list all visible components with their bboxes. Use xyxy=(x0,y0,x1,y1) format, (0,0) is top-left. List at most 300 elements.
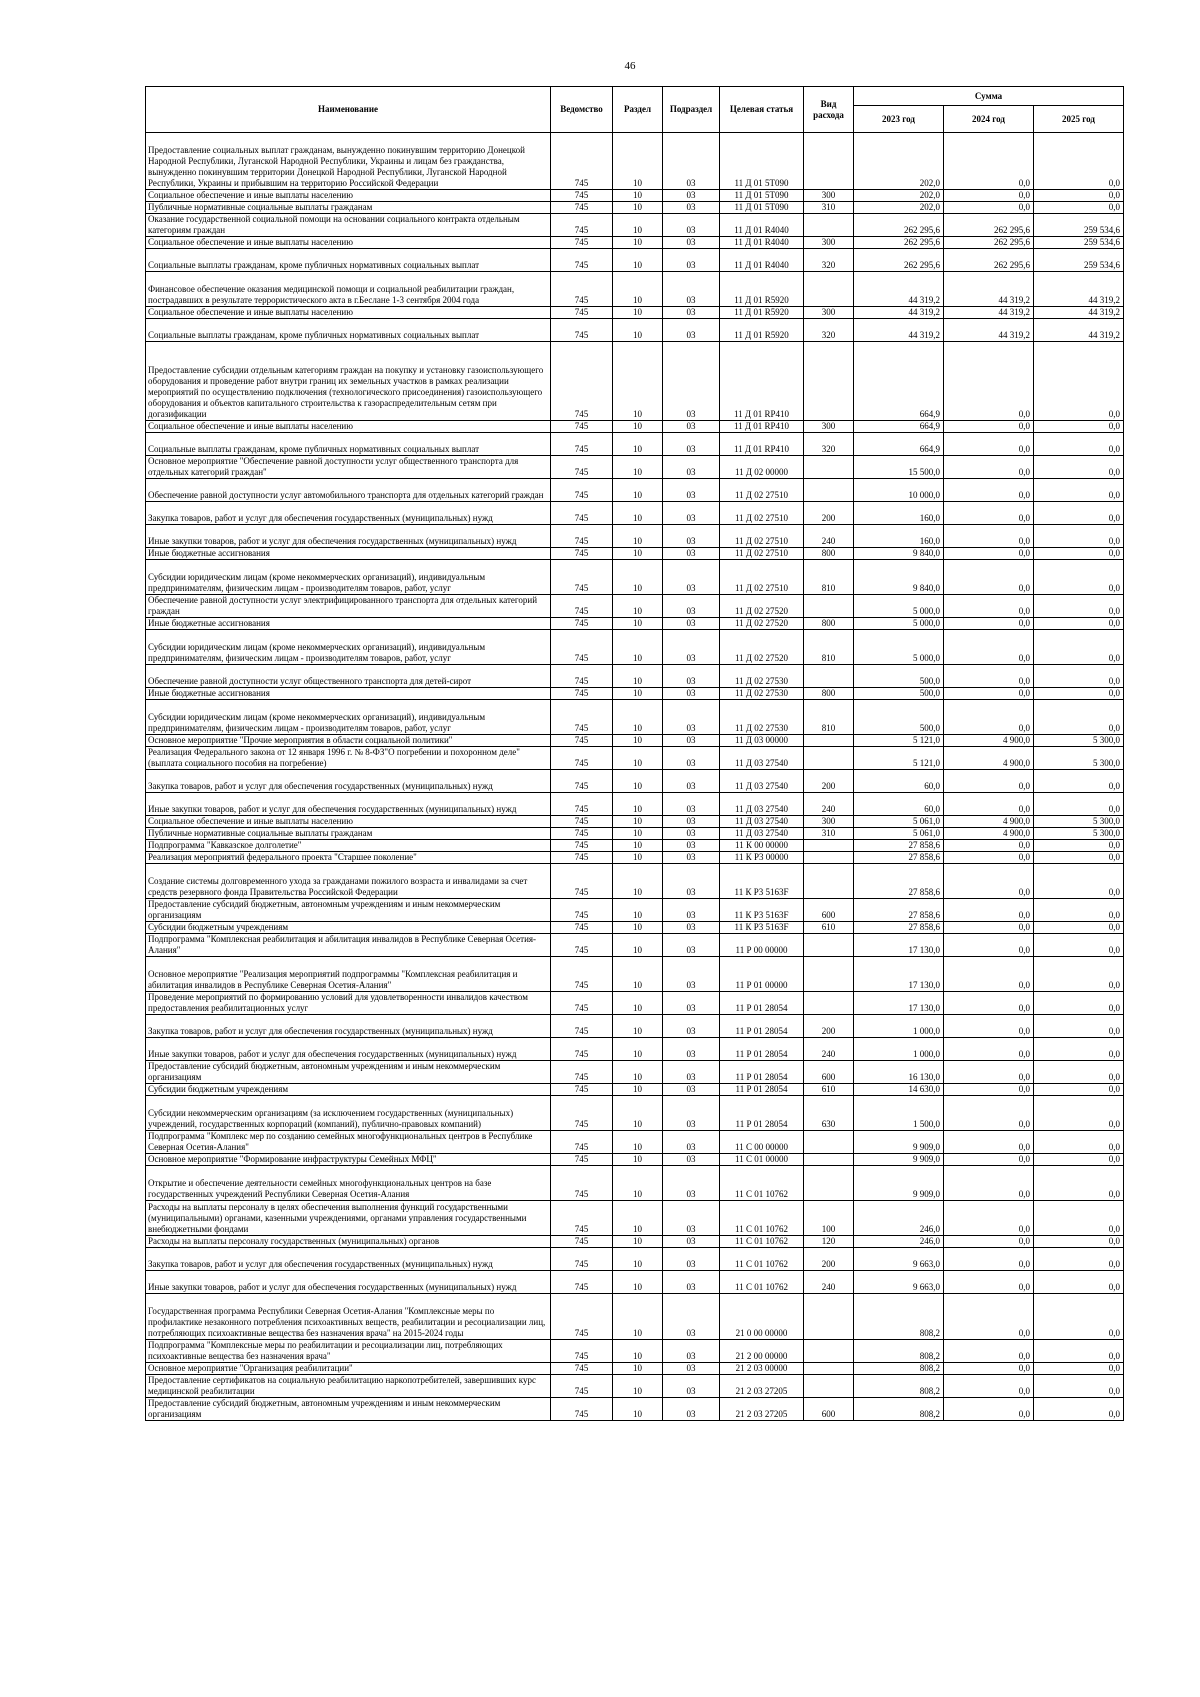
row-section-cell: 10 xyxy=(613,934,663,957)
row-subsection-cell: 03 xyxy=(663,630,720,665)
row-dept-cell: 745 xyxy=(551,828,613,840)
row-section-cell: 10 xyxy=(613,525,663,548)
row-name-cell: Иные бюджетные ассигнования xyxy=(146,688,551,700)
row-name-cell: Иные закупки товаров, работ и услуг для обеспечения государственных (муниципальных) нужд xyxy=(146,1271,551,1294)
row-target-cell: 11 Д 02 27510 xyxy=(720,560,804,595)
table-row xyxy=(146,828,1124,840)
row-name-cell: Социальное обеспечение и иные выплаты населению xyxy=(146,237,551,249)
table-row xyxy=(146,618,1124,630)
row-section-cell: 10 xyxy=(613,828,663,840)
row-expense-cell: 240 xyxy=(804,793,854,816)
row-name-cell: Предоставление сертификатов на социальную реабилитацию наркопотребителей, завершивших курс медицинской реабилитации xyxy=(146,1375,551,1398)
row-expense-cell xyxy=(804,342,854,421)
row-expense-cell: 310 xyxy=(804,828,854,840)
row-section-cell: 10 xyxy=(613,249,663,272)
row-section-cell: 10 xyxy=(613,479,663,502)
table-row xyxy=(146,249,1124,272)
row-section-cell: 10 xyxy=(613,421,663,433)
row-sum-2025-cell: 0,0 xyxy=(1034,864,1124,899)
row-expense-cell: 300 xyxy=(804,421,854,433)
row-sum-2025-cell: 0,0 xyxy=(1034,1201,1124,1236)
row-name-cell: Субсидии юридическим лицам (кроме некоммерческих организаций), индивидуальным предпринимателям, физическим лицам - производителям товаров, работ, услуг xyxy=(146,630,551,665)
row-expense-cell: 200 xyxy=(804,1248,854,1271)
row-target-cell: 11 Р 01 28054 xyxy=(720,1084,804,1096)
row-name-cell: Социальное обеспечение и иные выплаты населению xyxy=(146,421,551,433)
row-subsection-cell: 03 xyxy=(663,421,720,433)
row-target-cell: 11 Д 01 RР410 xyxy=(720,342,804,421)
row-sum-2024-cell: 0,0 xyxy=(944,700,1034,735)
row-subsection-cell: 03 xyxy=(663,595,720,618)
row-sum-2023-cell: 9 663,0 xyxy=(854,1271,944,1294)
table-row xyxy=(146,1061,1124,1084)
row-sum-2024-cell: 0,0 xyxy=(944,1398,1034,1421)
row-target-cell: 11 С 01 10762 xyxy=(720,1271,804,1294)
row-dept-cell: 745 xyxy=(551,770,613,793)
row-section-cell: 10 xyxy=(613,202,663,214)
row-sum-2023-cell: 16 130,0 xyxy=(854,1061,944,1084)
row-sum-2024-cell: 0,0 xyxy=(944,479,1034,502)
row-target-cell: 11 Д 01 5Т090 xyxy=(720,202,804,214)
row-dept-cell: 745 xyxy=(551,342,613,421)
row-subsection-cell: 03 xyxy=(663,618,720,630)
row-name-cell: Предоставление субсидий бюджетным, автономным учреждениям и иным некоммерческим организациям xyxy=(146,1061,551,1084)
row-dept-cell: 745 xyxy=(551,595,613,618)
row-section-cell: 10 xyxy=(613,630,663,665)
row-sum-2024-cell: 0,0 xyxy=(944,190,1034,202)
row-subsection-cell: 03 xyxy=(663,272,720,307)
row-name-cell: Финансовое обеспечение оказания медицинской помощи и социальной реабилитации граждан, пострадавших в результате террористического акта в г.Беслане 1-3 сентября 2004 года xyxy=(146,272,551,307)
row-sum-2025-cell: 0,0 xyxy=(1034,456,1124,479)
row-subsection-cell: 03 xyxy=(663,899,720,922)
table-row xyxy=(146,1131,1124,1154)
row-expense-cell: 300 xyxy=(804,816,854,828)
row-sum-2023-cell: 10 000,0 xyxy=(854,479,944,502)
row-sum-2023-cell: 27 858,6 xyxy=(854,899,944,922)
table-row xyxy=(146,899,1124,922)
row-target-cell: 11 С 01 10762 xyxy=(720,1248,804,1271)
row-expense-cell xyxy=(804,852,854,864)
row-expense-cell xyxy=(804,1340,854,1363)
row-expense-cell: 610 xyxy=(804,922,854,934)
row-sum-2024-cell: 0,0 xyxy=(944,630,1034,665)
header-subsection: Подраздел xyxy=(663,87,720,133)
row-name-cell: Обеспечение равной доступности услуг общественного транспорта для детей-сирот xyxy=(146,665,551,688)
header-dept: Ведомство xyxy=(551,87,613,133)
row-sum-2025-cell: 0,0 xyxy=(1034,957,1124,992)
row-sum-2023-cell: 60,0 xyxy=(854,793,944,816)
row-sum-2024-cell: 0,0 xyxy=(944,665,1034,688)
table-row xyxy=(146,525,1124,548)
row-sum-2024-cell: 0,0 xyxy=(944,456,1034,479)
row-subsection-cell: 03 xyxy=(663,1154,720,1166)
table-row xyxy=(146,922,1124,934)
row-expense-cell xyxy=(804,735,854,747)
row-name-cell: Иные закупки товаров, работ и услуг для обеспечения государственных (муниципальных) нужд xyxy=(146,793,551,816)
row-subsection-cell: 03 xyxy=(663,342,720,421)
table-row xyxy=(146,502,1124,525)
row-section-cell: 10 xyxy=(613,1166,663,1201)
row-subsection-cell: 03 xyxy=(663,307,720,319)
row-subsection-cell: 03 xyxy=(663,1166,720,1201)
row-target-cell: 11 Д 01 RР410 xyxy=(720,433,804,456)
row-dept-cell: 745 xyxy=(551,479,613,502)
row-subsection-cell: 03 xyxy=(663,957,720,992)
row-sum-2024-cell: 0,0 xyxy=(944,934,1034,957)
row-expense-cell xyxy=(804,747,854,770)
row-dept-cell: 745 xyxy=(551,922,613,934)
row-sum-2023-cell: 160,0 xyxy=(854,502,944,525)
row-subsection-cell: 03 xyxy=(663,1294,720,1340)
row-sum-2024-cell: 0,0 xyxy=(944,421,1034,433)
row-sum-2023-cell: 5 121,0 xyxy=(854,747,944,770)
row-expense-cell xyxy=(804,479,854,502)
row-name-cell: Создание системы долговременного ухода за гражданами пожилого возраста и инвалидами за счет средств резервного фонда Правительства Российской Федерации xyxy=(146,864,551,899)
row-section-cell: 10 xyxy=(613,1154,663,1166)
row-name-cell: Закупка товаров, работ и услуг для обеспечения государственных (муниципальных) нужд xyxy=(146,1015,551,1038)
row-target-cell: 11 Р 01 28054 xyxy=(720,1096,804,1131)
row-sum-2025-cell: 0,0 xyxy=(1034,1096,1124,1131)
header-year-2024: 2024 год xyxy=(944,106,1034,133)
row-sum-2025-cell: 44 319,2 xyxy=(1034,307,1124,319)
row-subsection-cell: 03 xyxy=(663,840,720,852)
row-name-cell: Закупка товаров, работ и услуг для обеспечения государственных (муниципальных) нужд xyxy=(146,1248,551,1271)
row-name-cell: Иные закупки товаров, работ и услуг для обеспечения государственных (муниципальных) нужд xyxy=(146,525,551,548)
table-row xyxy=(146,307,1124,319)
row-sum-2024-cell: 0,0 xyxy=(944,852,1034,864)
row-sum-2025-cell: 0,0 xyxy=(1034,421,1124,433)
row-name-cell: Социальные выплаты гражданам, кроме публичных нормативных социальных выплат xyxy=(146,433,551,456)
row-sum-2025-cell: 5 300,0 xyxy=(1034,735,1124,747)
row-dept-cell: 745 xyxy=(551,852,613,864)
row-sum-2023-cell: 664,9 xyxy=(854,421,944,433)
row-section-cell: 10 xyxy=(613,560,663,595)
row-dept-cell: 745 xyxy=(551,1363,613,1375)
row-sum-2024-cell: 4 900,0 xyxy=(944,735,1034,747)
row-sum-2025-cell: 0,0 xyxy=(1034,1038,1124,1061)
row-sum-2024-cell: 0,0 xyxy=(944,560,1034,595)
row-expense-cell xyxy=(804,934,854,957)
row-sum-2024-cell: 0,0 xyxy=(944,992,1034,1015)
row-sum-2024-cell: 0,0 xyxy=(944,770,1034,793)
row-subsection-cell: 03 xyxy=(663,479,720,502)
row-sum-2025-cell: 0,0 xyxy=(1034,202,1124,214)
row-name-cell: Субсидии бюджетным учреждениям xyxy=(146,922,551,934)
row-expense-cell xyxy=(804,957,854,992)
row-name-cell: Расходы на выплаты персоналу государственных (муниципальных) органов xyxy=(146,1236,551,1248)
row-expense-cell xyxy=(804,1375,854,1398)
row-sum-2024-cell: 0,0 xyxy=(944,1340,1034,1363)
table-row xyxy=(146,688,1124,700)
row-sum-2025-cell: 44 319,2 xyxy=(1034,319,1124,342)
row-section-cell: 10 xyxy=(613,1398,663,1421)
row-target-cell: 11 Д 01 RР410 xyxy=(720,421,804,433)
row-dept-cell: 745 xyxy=(551,618,613,630)
row-subsection-cell: 03 xyxy=(663,560,720,595)
row-name-cell: Предоставление субсидии отдельным категориям граждан на покупку и установку газоиспользующего оборудования и проведение работ внутри границ их земельных участков в рамках реализации мероприятий по осуществлению подключения (технологического присоединения) газоиспользующего оборудования и объектов капитального строительства к газораспределительным сетям при догазификации xyxy=(146,342,551,421)
row-name-cell: Социальное обеспечение и иные выплаты населению xyxy=(146,190,551,202)
row-dept-cell: 745 xyxy=(551,735,613,747)
row-sum-2023-cell: 262 295,6 xyxy=(854,249,944,272)
row-section-cell: 10 xyxy=(613,1015,663,1038)
row-expense-cell: 810 xyxy=(804,700,854,735)
row-sum-2023-cell: 15 500,0 xyxy=(854,456,944,479)
row-expense-cell: 300 xyxy=(804,190,854,202)
row-dept-cell: 745 xyxy=(551,665,613,688)
row-dept-cell: 745 xyxy=(551,214,613,237)
row-sum-2025-cell: 0,0 xyxy=(1034,560,1124,595)
row-section-cell: 10 xyxy=(613,840,663,852)
row-sum-2025-cell: 0,0 xyxy=(1034,1363,1124,1375)
row-expense-cell: 800 xyxy=(804,548,854,560)
row-target-cell: 11 К Р3 5163F xyxy=(720,864,804,899)
row-name-cell: Подпрограмма "Комплексные меры по реабилитации и ресоциализации лиц, потребляющих психоактивные вещества без назначения врача" xyxy=(146,1340,551,1363)
row-section-cell: 10 xyxy=(613,816,663,828)
row-subsection-cell: 03 xyxy=(663,1084,720,1096)
row-name-cell: Открытие и обеспечение деятельности семейных многофункциональных центров на базе государственных учреждений Республики Северная Осетия-Алания xyxy=(146,1166,551,1201)
table-row xyxy=(146,1248,1124,1271)
table-row xyxy=(146,202,1124,214)
row-dept-cell: 745 xyxy=(551,249,613,272)
row-subsection-cell: 03 xyxy=(663,1061,720,1084)
row-sum-2025-cell: 0,0 xyxy=(1034,1271,1124,1294)
row-subsection-cell: 03 xyxy=(663,1236,720,1248)
row-sum-2023-cell: 5 121,0 xyxy=(854,735,944,747)
table-row xyxy=(146,1201,1124,1236)
row-sum-2025-cell: 0,0 xyxy=(1034,1340,1124,1363)
row-sum-2025-cell: 0,0 xyxy=(1034,433,1124,456)
row-name-cell: Реализация мероприятий федерального проекта "Старшее поколение" xyxy=(146,852,551,864)
row-sum-2024-cell: 4 900,0 xyxy=(944,747,1034,770)
row-sum-2025-cell: 0,0 xyxy=(1034,770,1124,793)
table-row xyxy=(146,1340,1124,1363)
row-dept-cell: 745 xyxy=(551,992,613,1015)
row-sum-2024-cell: 0,0 xyxy=(944,1294,1034,1340)
row-sum-2023-cell: 9 663,0 xyxy=(854,1248,944,1271)
row-section-cell: 10 xyxy=(613,793,663,816)
row-section-cell: 10 xyxy=(613,1201,663,1236)
row-sum-2025-cell: 0,0 xyxy=(1034,688,1124,700)
row-name-cell: Государственная программа Республики Северная Осетия-Алания "Комплексные меры по профилактике незаконного потребления психоактивных веществ, реабилитации и ресоциализации лиц, потребляющих психоактивные вещества без назначения врача" на 2015-2024 годы xyxy=(146,1294,551,1340)
row-sum-2025-cell: 0,0 xyxy=(1034,1375,1124,1398)
row-section-cell: 10 xyxy=(613,1340,663,1363)
table-row xyxy=(146,319,1124,342)
row-name-cell: Подпрограмма "Кавказское долголетие" xyxy=(146,840,551,852)
row-subsection-cell: 03 xyxy=(663,133,720,190)
row-sum-2023-cell: 44 319,2 xyxy=(854,319,944,342)
row-name-cell: Субсидии юридическим лицам (кроме некоммерческих организаций), индивидуальным предпринимателям, физическим лицам - производителям товаров, работ, услуг xyxy=(146,700,551,735)
row-sum-2024-cell: 0,0 xyxy=(944,1363,1034,1375)
row-sum-2024-cell: 44 319,2 xyxy=(944,319,1034,342)
row-sum-2024-cell: 0,0 xyxy=(944,1061,1034,1084)
row-target-cell: 11 С 01 00000 xyxy=(720,1154,804,1166)
table-row xyxy=(146,864,1124,899)
row-name-cell: Основное мероприятие "Прочие мероприятия в области социальной политики" xyxy=(146,735,551,747)
row-subsection-cell: 03 xyxy=(663,992,720,1015)
row-name-cell: Социальные выплаты гражданам, кроме публичных нормативных социальных выплат xyxy=(146,319,551,342)
row-section-cell: 10 xyxy=(613,342,663,421)
table-row xyxy=(146,1271,1124,1294)
row-section-cell: 10 xyxy=(613,456,663,479)
row-expense-cell: 300 xyxy=(804,307,854,319)
row-expense-cell: 100 xyxy=(804,1201,854,1236)
row-dept-cell: 745 xyxy=(551,1015,613,1038)
table-row xyxy=(146,548,1124,560)
row-expense-cell: 240 xyxy=(804,1271,854,1294)
row-section-cell: 10 xyxy=(613,700,663,735)
table-row xyxy=(146,1084,1124,1096)
table-row xyxy=(146,456,1124,479)
row-sum-2024-cell: 0,0 xyxy=(944,1038,1034,1061)
row-dept-cell: 745 xyxy=(551,433,613,456)
table-body xyxy=(146,133,1124,1421)
row-sum-2024-cell: 0,0 xyxy=(944,342,1034,421)
row-dept-cell: 745 xyxy=(551,502,613,525)
row-name-cell: Предоставление социальных выплат гражданам, вынужденно покинувшим территорию Донецкой Народной Республики, Луганской Народной Республики, Украины и лицам без гражданства, вынужденно покинувшим территории Донецкой Народной Республики, Луганской Народной Республики, Украины и прибывшим на территорию Российской Федерации xyxy=(146,133,551,190)
row-sum-2023-cell: 27 858,6 xyxy=(854,864,944,899)
row-expense-cell: 320 xyxy=(804,249,854,272)
row-target-cell: 11 Д 03 27540 xyxy=(720,816,804,828)
row-subsection-cell: 03 xyxy=(663,1131,720,1154)
row-sum-2025-cell: 259 534,6 xyxy=(1034,214,1124,237)
row-expense-cell: 200 xyxy=(804,502,854,525)
table-row xyxy=(146,237,1124,249)
row-section-cell: 10 xyxy=(613,190,663,202)
table-header xyxy=(146,87,1124,133)
row-name-cell: Субсидии юридическим лицам (кроме некоммерческих организаций), индивидуальным предпринимателям, физическим лицам - производителям товаров, работ, услуг xyxy=(146,560,551,595)
row-sum-2023-cell: 9 840,0 xyxy=(854,560,944,595)
row-expense-cell: 600 xyxy=(804,899,854,922)
header-name: Наименование xyxy=(146,87,551,133)
table-row xyxy=(146,1015,1124,1038)
row-expense-cell: 120 xyxy=(804,1236,854,1248)
row-expense-cell xyxy=(804,1363,854,1375)
row-section-cell: 10 xyxy=(613,665,663,688)
row-section-cell: 10 xyxy=(613,272,663,307)
row-target-cell: 11 Д 02 27530 xyxy=(720,665,804,688)
row-sum-2024-cell: 0,0 xyxy=(944,1166,1034,1201)
row-sum-2024-cell: 0,0 xyxy=(944,1096,1034,1131)
row-dept-cell: 745 xyxy=(551,747,613,770)
row-sum-2023-cell: 44 319,2 xyxy=(854,272,944,307)
row-dept-cell: 745 xyxy=(551,548,613,560)
row-name-cell: Подпрограмма "Комплекс мер по созданию семейных многофункциональных центров в Республике Северная Осетия-Алания" xyxy=(146,1131,551,1154)
row-subsection-cell: 03 xyxy=(663,793,720,816)
budget-table xyxy=(145,86,1124,1421)
table-row xyxy=(146,747,1124,770)
row-subsection-cell: 03 xyxy=(663,747,720,770)
row-expense-cell xyxy=(804,665,854,688)
row-subsection-cell: 03 xyxy=(663,1363,720,1375)
row-sum-2023-cell: 262 295,6 xyxy=(854,237,944,249)
row-sum-2025-cell: 0,0 xyxy=(1034,525,1124,548)
row-sum-2024-cell: 0,0 xyxy=(944,688,1034,700)
row-target-cell: 11 Д 02 27510 xyxy=(720,502,804,525)
row-expense-cell xyxy=(804,133,854,190)
row-subsection-cell: 03 xyxy=(663,735,720,747)
row-target-cell: 11 К 00 00000 xyxy=(720,840,804,852)
row-dept-cell: 745 xyxy=(551,1375,613,1398)
row-sum-2023-cell: 808,2 xyxy=(854,1340,944,1363)
row-sum-2025-cell: 0,0 xyxy=(1034,840,1124,852)
row-dept-cell: 745 xyxy=(551,1236,613,1248)
row-dept-cell: 745 xyxy=(551,793,613,816)
table-row xyxy=(146,342,1124,421)
row-target-cell: 11 Д 01 R4040 xyxy=(720,214,804,237)
row-sum-2023-cell: 1 000,0 xyxy=(854,1015,944,1038)
row-target-cell: 11 Д 01 R5920 xyxy=(720,272,804,307)
row-subsection-cell: 03 xyxy=(663,934,720,957)
table-row xyxy=(146,1096,1124,1131)
row-dept-cell: 745 xyxy=(551,560,613,595)
row-section-cell: 10 xyxy=(613,433,663,456)
table-row xyxy=(146,479,1124,502)
row-sum-2024-cell: 262 295,6 xyxy=(944,237,1034,249)
row-name-cell: Иные бюджетные ассигнования xyxy=(146,618,551,630)
row-target-cell: 11 К Р3 5163F xyxy=(720,922,804,934)
row-section-cell: 10 xyxy=(613,922,663,934)
row-section-cell: 10 xyxy=(613,1131,663,1154)
row-target-cell: 11 Р 01 00000 xyxy=(720,957,804,992)
row-dept-cell: 745 xyxy=(551,864,613,899)
header-section: Раздел xyxy=(613,87,663,133)
table-row xyxy=(146,421,1124,433)
row-dept-cell: 745 xyxy=(551,1038,613,1061)
row-subsection-cell: 03 xyxy=(663,1398,720,1421)
row-section-cell: 10 xyxy=(613,237,663,249)
row-sum-2023-cell: 17 130,0 xyxy=(854,957,944,992)
row-name-cell: Социальное обеспечение и иные выплаты населению xyxy=(146,307,551,319)
row-subsection-cell: 03 xyxy=(663,249,720,272)
row-name-cell: Реализация Федерального закона от 12 января 1996 г. № 8-ФЗ"О погребении и похоронном деле" (выплата социального пособия на погребение) xyxy=(146,747,551,770)
row-expense-cell xyxy=(804,595,854,618)
row-sum-2023-cell: 14 630,0 xyxy=(854,1084,944,1096)
row-subsection-cell: 03 xyxy=(663,922,720,934)
row-sum-2023-cell: 500,0 xyxy=(854,688,944,700)
row-sum-2023-cell: 1 000,0 xyxy=(854,1038,944,1061)
row-sum-2025-cell: 0,0 xyxy=(1034,922,1124,934)
row-sum-2025-cell: 259 534,6 xyxy=(1034,237,1124,249)
row-sum-2024-cell: 0,0 xyxy=(944,793,1034,816)
row-target-cell: 11 Д 01 R5920 xyxy=(720,307,804,319)
row-sum-2024-cell: 0,0 xyxy=(944,1015,1034,1038)
row-name-cell: Закупка товаров, работ и услуг для обеспечения государственных (муниципальных) нужд xyxy=(146,770,551,793)
table-row xyxy=(146,735,1124,747)
row-expense-cell xyxy=(804,992,854,1015)
row-target-cell: 11 Д 01 R4040 xyxy=(720,237,804,249)
row-section-cell: 10 xyxy=(613,688,663,700)
row-sum-2025-cell: 0,0 xyxy=(1034,1166,1124,1201)
row-sum-2025-cell: 0,0 xyxy=(1034,852,1124,864)
row-section-cell: 10 xyxy=(613,735,663,747)
row-sum-2023-cell: 1 500,0 xyxy=(854,1096,944,1131)
row-section-cell: 10 xyxy=(613,1038,663,1061)
row-sum-2025-cell: 0,0 xyxy=(1034,899,1124,922)
row-sum-2025-cell: 0,0 xyxy=(1034,479,1124,502)
row-expense-cell: 600 xyxy=(804,1398,854,1421)
row-sum-2023-cell: 500,0 xyxy=(854,700,944,735)
row-sum-2025-cell: 0,0 xyxy=(1034,502,1124,525)
row-section-cell: 10 xyxy=(613,133,663,190)
row-target-cell: 11 С 00 00000 xyxy=(720,1131,804,1154)
row-sum-2024-cell: 0,0 xyxy=(944,202,1034,214)
row-dept-cell: 745 xyxy=(551,525,613,548)
row-sum-2025-cell: 0,0 xyxy=(1034,548,1124,560)
row-sum-2025-cell: 0,0 xyxy=(1034,992,1124,1015)
row-sum-2023-cell: 202,0 xyxy=(854,190,944,202)
row-sum-2023-cell: 5 000,0 xyxy=(854,618,944,630)
row-subsection-cell: 03 xyxy=(663,1038,720,1061)
row-target-cell: 11 Р 01 28054 xyxy=(720,1061,804,1084)
